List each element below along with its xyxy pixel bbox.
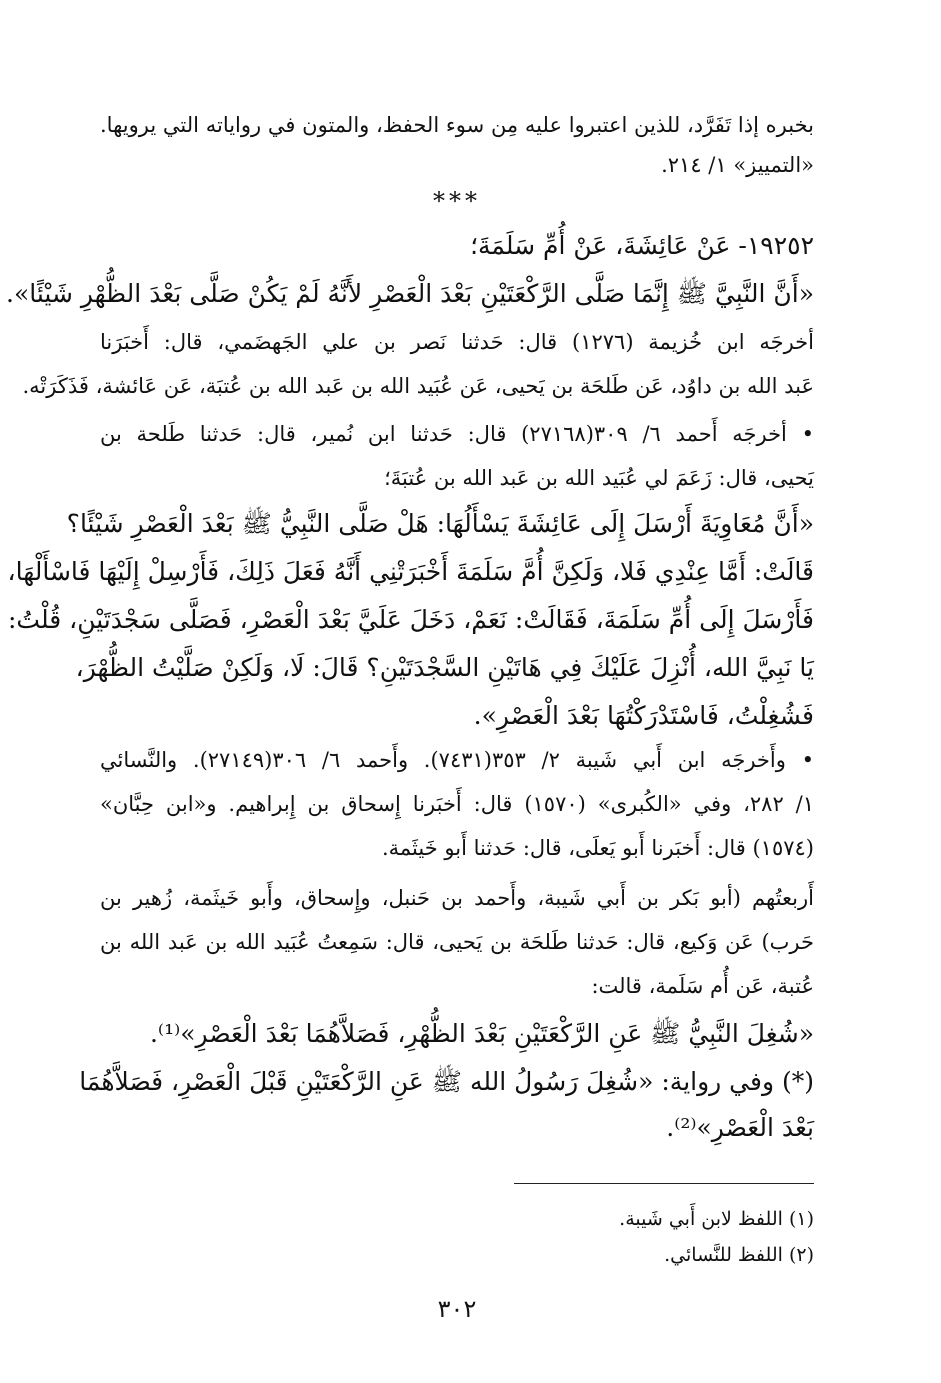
- third-takhrij-line-3: (١٥٧٤) قال: أَخبَرنا أَبو يَعلَى، قال: حَدثنا أَبو خَيثَمة.: [381, 836, 814, 860]
- second-matn-line-5: فَشُغِلْتُ، فَاسْتَدْرَكْتُهَا بَعْدَ الْعَصْرِ».: [473, 701, 814, 730]
- intro-line-2: «التمييز» ١/ ٢١٤.: [661, 153, 814, 177]
- third-takhrij-line-5: حَرب) عَن وَكيع، قال: حَدثنا طَلحَة بن يَحيى، قال: سَمِعتُ عُبَيد الله بن عَبد الله بن: [100, 930, 814, 954]
- takhrij-line-1: أخرجَه ابن خُزيمة (١٢٧٦) قال: حَدثنا نَصر بن علي الجَهضَمي، قال: أَخبَرَنا: [100, 330, 814, 354]
- third-takhrij-line-6: عُتبة، عَن أُم سَلَمة، قالت:: [591, 974, 814, 998]
- section-separator: ***: [433, 187, 481, 215]
- page-number: ٣٠٢: [437, 1295, 477, 1323]
- footnote-2: (٢) اللفظ للنَّسائي.: [664, 1244, 814, 1266]
- riwaya-line-2: بَعْدَ الْعَصْرِ»⁽²⁾.: [666, 1113, 814, 1142]
- takhrij-line-2: عَبد الله بن داوُد، عَن طَلحَة بن يَحيى، عَن عُبَيد الله بن عَبد الله بن عُتبَة، عَن عَائشة، فَذَكَرَتْه.: [22, 374, 814, 398]
- second-matn-line-1: «أَنَّ مُعَاوِيَةَ أَرْسَلَ إِلَى عَائِشَةَ يَسْأَلُهَا: هَلْ صَلَّى النَّبِيُّ ﷺ بَعْدَ الْعَصْرِ شَيْئًا؟: [66, 509, 814, 538]
- footnote-divider: [514, 1183, 814, 1184]
- third-takhrij-line-2: ١/ ٢٨٢، وفي «الكُبرى» (١٥٧٠) قال: أَخبَرنا إِسحاق بن إِبراهيم. و«ابن حِبَّان»: [100, 792, 814, 816]
- third-takhrij-line-4: أَربعتُهم (أبو بَكر بن أَبي شَيبة، وأَحمد بن حَنبل، وإِسحاق، وأَبو خَيثَمة، زُهير بن: [100, 886, 814, 910]
- second-takhrij-line-2: يَحيى، قال: زَعَمَ لي عُبَيد الله بن عَبد الله بن عُتبَةَ؛: [384, 466, 814, 490]
- intro-line-1: بخبره إذا تَفَرَّد، للذين اعتبروا عليه مِن سوء الحفظ، والمتون في رواياته التي يرويها.: [100, 113, 814, 137]
- second-takhrij-line-1: • أخرجَه أَحمد ٦/ ٣٠٩(٢٧١٦٨) قال: حَدثنا ابن نُمير، قال: حَدثنا طَلحة بن: [100, 422, 814, 446]
- hadith-matn: «أَنَّ النَّبِيَّ ﷺ إِنَّمَا صَلَّى الرَّكْعَتَيْنِ بَعْدَ الْعَصْرِ لأَنَّهُ لَمْ يَكُنْ صَلَّى بَعْدَ الظُّهْرِ شَيْئًا».: [6, 279, 814, 308]
- footnote-1: (١) اللفظ لابن أَبي شَيبة.: [619, 1208, 814, 1230]
- third-matn: «شُغِلَ النَّبِيُّ ﷺ عَنِ الرَّكْعَتَيْنِ بَعْدَ الظُّهْرِ، فَصَلاَّهُمَا بَعْدَ الْعَصْرِ»⁽¹⁾.: [149, 1019, 814, 1048]
- second-matn-line-4: يَا نَبِيَّ الله، أُنْزِلَ عَلَيْكَ فِي هَاتَيْنِ السَّجْدَتَيْنِ؟ قَالَ: لَا، وَلَكِنْ صَلَّيْتُ الظُّهْرَ،: [75, 653, 814, 682]
- second-matn-line-3: فَأَرْسَلَ إِلَى أُمِّ سَلَمَةَ، فَقَالَتْ: نَعَمْ، دَخَلَ عَلَيَّ بَعْدَ الْعَصْرِ، فَصَلَّى سَجْدَتَيْنِ، قُلْتُ:: [8, 605, 814, 634]
- third-takhrij-line-1: • وأَخرجَه ابن أَبي شَيبة ٢/ ٣٥٣(٧٤٣١). وأَحمد ٦/ ٣٠٦(٢٧١٤٩). والنَّسائي: [100, 748, 814, 772]
- hadith-number-line: ١٩٢٥٢- عَنْ عَائِشَةَ، عَنْ أُمِّ سَلَمَةَ؛: [470, 231, 814, 260]
- second-matn-line-2: قَالَتْ: أَمَّا عِنْدِي فَلا، وَلَكِنَّ أُمَّ سَلَمَةَ أَخْبَرَتْنِي أَنَّهُ فَعَلَ ذَلِكَ، فَأَرْسِلْ إِلَيْهَا فَاسْأَلْهَا،: [7, 557, 814, 586]
- riwaya-line-1: (*) وفي رواية: «شُغِلَ رَسُولُ الله ﷺ عَنِ الرَّكْعَتَيْنِ قَبْلَ الْعَصْرِ، فَصَلاَّهُمَا: [79, 1067, 814, 1096]
